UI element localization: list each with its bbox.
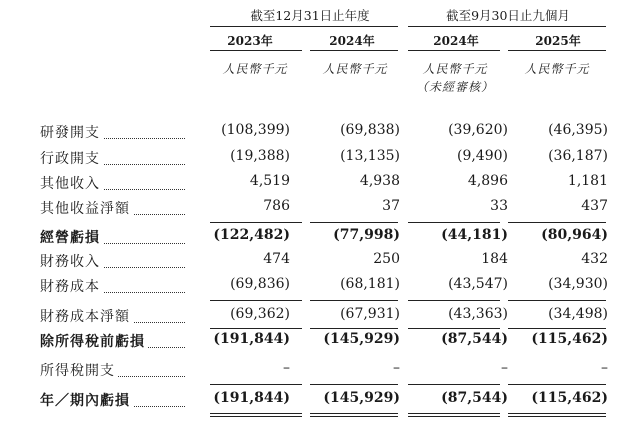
cell: 4,896: [467, 173, 508, 189]
table-row: [0, 331, 640, 357]
cell: –: [393, 360, 400, 376]
double-underline: [210, 413, 302, 417]
cell: 432: [581, 251, 608, 267]
cell: 474: [263, 251, 290, 267]
subtotal-rule: [210, 222, 302, 223]
cell: (87,544): [441, 390, 508, 406]
year-2024-9m: 2024年: [433, 34, 479, 48]
cell: (43,363): [448, 306, 508, 322]
cell: (9,490): [456, 148, 508, 164]
row-label: 其他收入: [40, 173, 190, 193]
header-rule-left: [210, 26, 398, 27]
cell: 4,938: [359, 173, 400, 189]
subtotal-rule: [310, 222, 398, 223]
subtotal-rule: [310, 328, 398, 329]
cell: (69,838): [340, 122, 400, 138]
subtotal-rule: [408, 222, 500, 223]
row-label: 財務成本: [40, 276, 190, 296]
double-underline: [310, 413, 398, 417]
subtotal-rule: [408, 328, 500, 329]
unit-label-3: 人民幣千元: [422, 62, 488, 76]
unit-label-2: 人民幣千元: [322, 62, 388, 76]
cell: –: [283, 360, 290, 376]
total-rule: [508, 384, 606, 385]
subtotal-rule: [310, 300, 398, 301]
cell: (122,482): [213, 227, 290, 243]
row-label: 研發開支: [40, 122, 190, 142]
cell: (67,931): [340, 306, 400, 322]
subtotal-rule: [508, 300, 606, 301]
year-2025-9m: 2025年: [535, 34, 581, 48]
total-rule: [210, 384, 302, 385]
cell: (115,462): [531, 331, 608, 347]
cell: 33: [490, 198, 508, 214]
subtotal-rule: [408, 300, 500, 301]
cell: (43,547): [448, 276, 508, 292]
cell: (145,929): [323, 390, 400, 406]
cell: (115,462): [531, 390, 608, 406]
cell: (34,930): [548, 276, 608, 292]
cell: 786: [263, 198, 290, 214]
cell: (191,844): [213, 331, 290, 347]
cell: 250: [373, 251, 400, 267]
year-rule-1: [210, 50, 302, 51]
cell: (46,395): [548, 122, 608, 138]
unit-label-1: 人民幣千元: [222, 62, 288, 76]
row-label: 財務收入: [40, 251, 190, 271]
subtotal-rule: [508, 328, 606, 329]
table-row: [0, 148, 640, 174]
cell: (69,836): [230, 276, 290, 292]
cell: 437: [581, 198, 608, 214]
row-label: 所得稅開支: [40, 360, 190, 380]
header-rule-right: [408, 26, 606, 27]
year-rule-2: [310, 50, 398, 51]
total-rule: [408, 384, 500, 385]
cell: (108,399): [221, 122, 290, 138]
cell: (13,135): [340, 148, 400, 164]
cell: 184: [481, 251, 508, 267]
double-underline: [408, 413, 500, 417]
cell: (19,388): [230, 148, 290, 164]
row-label: 年／期內虧損: [40, 390, 190, 410]
cell: (39,620): [448, 122, 508, 138]
year-2023: 2023年: [227, 34, 273, 48]
header-period-year-ended: 截至12月31日止年度: [250, 8, 370, 23]
row-label: 除所得稅前虧損: [40, 331, 190, 351]
cell: –: [601, 360, 608, 376]
table-row: [0, 227, 640, 253]
subtotal-rule: [210, 300, 302, 301]
subtotal-rule: [508, 222, 606, 223]
cell: –: [501, 360, 508, 376]
cell: (77,998): [333, 227, 400, 243]
table-row: [0, 276, 640, 302]
table-row: [0, 251, 640, 277]
cell: (69,362): [230, 306, 290, 322]
row-label: 行政開支: [40, 148, 190, 168]
cell: (191,844): [213, 390, 290, 406]
cell: (68,181): [340, 276, 400, 292]
cell: 4,519: [249, 173, 290, 189]
cell: (44,181): [441, 227, 508, 243]
cell: (145,929): [323, 331, 400, 347]
cell: 1,181: [567, 173, 608, 189]
table-row: [0, 122, 640, 148]
total-rule: [310, 384, 398, 385]
cell: (80,964): [541, 227, 608, 243]
year-rule-3: [408, 50, 500, 51]
cell: (87,544): [441, 331, 508, 347]
row-label: 經營虧損: [40, 227, 190, 247]
row-label: 財務成本淨額: [40, 306, 190, 326]
table-row: [0, 360, 640, 386]
unit-label-4: 人民幣千元: [524, 62, 590, 76]
table-row: [0, 198, 640, 224]
unaudited-note: （未經審核）: [415, 80, 494, 94]
year-rule-4: [508, 50, 606, 51]
table-row: [0, 173, 640, 199]
row-label: 其他收益淨額: [40, 198, 190, 218]
double-underline: [508, 413, 606, 417]
cell: (36,187): [548, 148, 608, 164]
header-period-nine-months: 截至9月30日止九個月: [446, 8, 570, 23]
year-2024-full: 2024年: [329, 34, 375, 48]
cell: 37: [382, 198, 400, 214]
subtotal-rule: [210, 328, 302, 329]
cell: (34,498): [548, 306, 608, 322]
